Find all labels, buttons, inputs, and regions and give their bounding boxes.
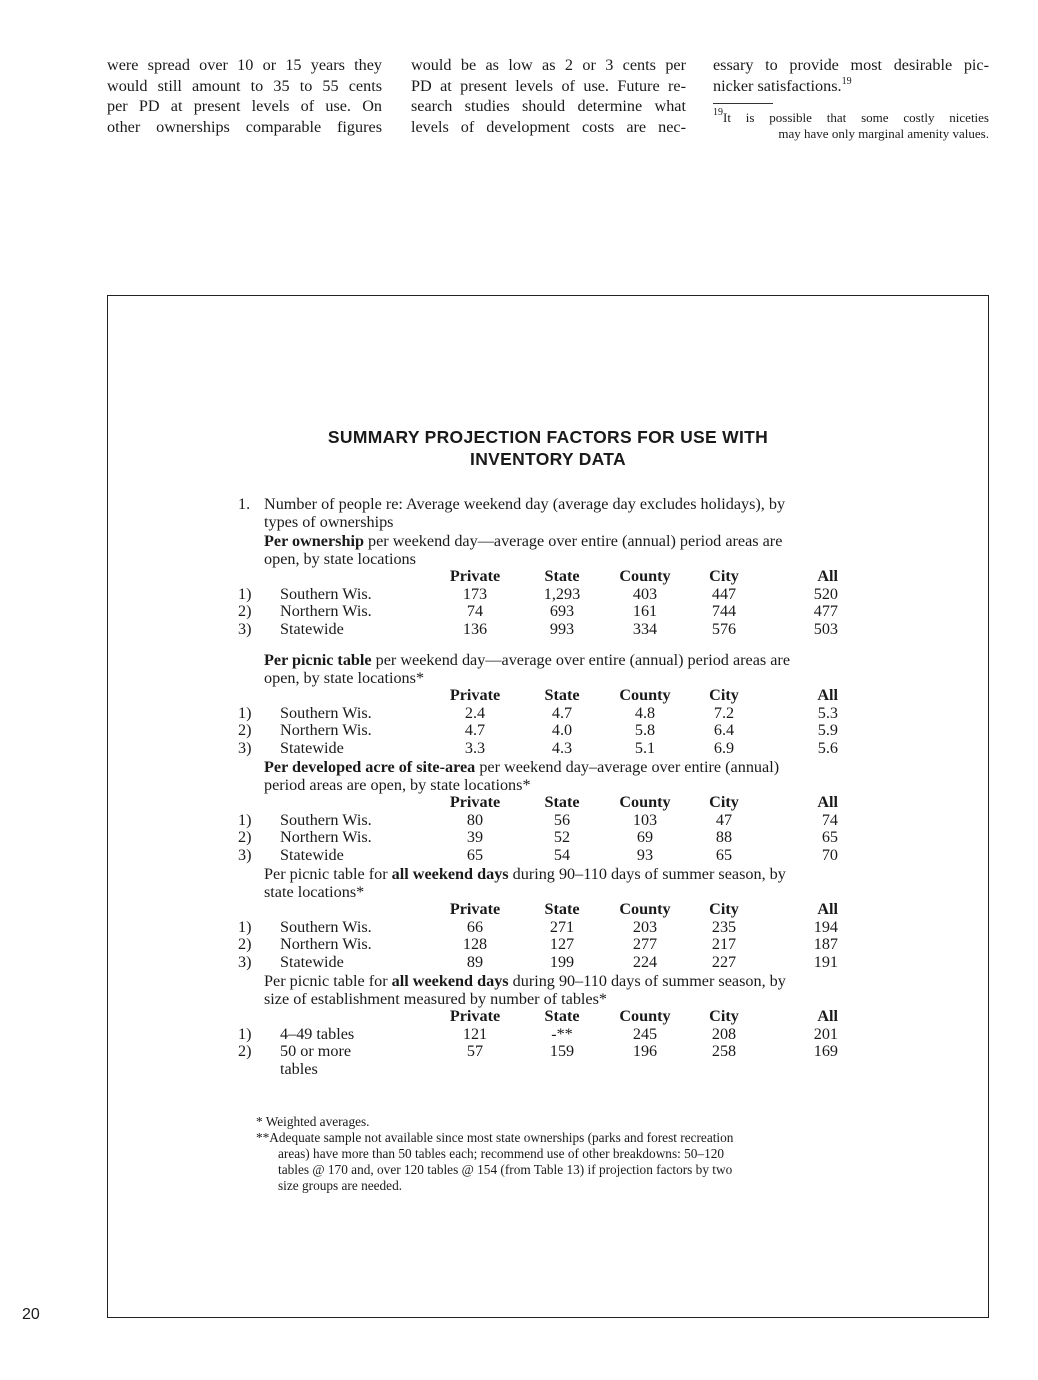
table-cell: 3.3 [464, 738, 486, 757]
text-line: essary to provide most desirable pic- [713, 56, 989, 74]
table-cell: 4.3 [551, 738, 573, 757]
row-label-text: 4–49 tables [280, 1024, 355, 1043]
row-label-text: Statewide [280, 845, 344, 864]
section-desc-rest: per weekend day—average over entire (annual) period areas are [363, 532, 783, 550]
table-row [238, 829, 848, 847]
table-cell: 173 [462, 584, 488, 603]
row-number: 2) [238, 602, 252, 620]
table-cell: 65 [715, 845, 733, 864]
section-desc-bold: Per ownership [264, 532, 364, 550]
column-header: County [619, 686, 671, 704]
table-cell: 196 [632, 1042, 658, 1060]
table-header-row [238, 687, 848, 705]
table-row [238, 740, 848, 758]
table-cell: 4.0 [551, 721, 573, 739]
header-spacer [238, 687, 280, 705]
column-header: County [619, 900, 671, 918]
row-label-text: Northern Wis. [280, 828, 372, 846]
table-cell: 447 [711, 584, 737, 603]
section-description [238, 973, 838, 1008]
row-label [280, 919, 430, 937]
text-line: search studies should determine what [411, 97, 686, 115]
projection-section [238, 973, 838, 1078]
item-heading [238, 496, 838, 531]
section-desc-bold: Per picnic table [264, 651, 372, 669]
section-desc-line2: open, by state locations [264, 549, 416, 568]
projection-table [238, 568, 848, 638]
table-row [238, 936, 848, 954]
table-cell: 2.4 [464, 703, 486, 722]
row-number: 2) [238, 721, 252, 739]
note-sample-line: size groups are needed. [278, 1178, 403, 1193]
row-label-text: Southern Wis. [280, 703, 372, 722]
table-cell: 89 [466, 952, 484, 971]
table-cell: 127 [549, 935, 575, 953]
note-weighted: * Weighted averages. [256, 1114, 370, 1129]
row-label-text: Statewide [280, 738, 344, 757]
table-cell: 5.3 [817, 703, 838, 722]
section-description [238, 652, 838, 687]
table-cell: 136 [462, 619, 488, 638]
row-label [280, 603, 430, 621]
section-desc-rest: per weekend day–average over entire (annual) [475, 758, 780, 776]
row-label [280, 954, 430, 972]
footnote-marker: 19 [713, 107, 723, 118]
table-cell: 128 [462, 935, 488, 953]
section-desc-prefix: Per picnic table for [264, 972, 392, 990]
table-cell: 7.2 [713, 703, 735, 722]
text-line: other ownerships comparable figures [107, 117, 382, 136]
column-header: Private [449, 686, 501, 704]
box-title-line: INVENTORY DATA [470, 449, 626, 469]
section-desc-line2: state locations* [264, 882, 365, 901]
column-header: County [619, 1007, 671, 1025]
summary-box [107, 295, 989, 1318]
row-label-text: Northern Wis. [280, 602, 372, 620]
column-header: County [619, 567, 671, 585]
projection-table [238, 1008, 848, 1078]
projection-section [238, 533, 838, 638]
table-cell: 403 [632, 584, 658, 603]
row-label [280, 705, 430, 723]
column-header: Private [449, 793, 501, 811]
table-cell: 576 [711, 619, 737, 638]
row-number: 3) [238, 952, 252, 971]
footnote-divider [713, 103, 773, 104]
table-cell: 74 [466, 602, 484, 620]
column-header: Private [449, 900, 501, 918]
table-cell: 191 [813, 952, 838, 971]
table-cell: 74 [821, 810, 838, 829]
summary-content [238, 496, 838, 1078]
table-cell: 258 [711, 1042, 737, 1060]
table-cell: 334 [632, 619, 658, 638]
table-cell: 52 [553, 828, 571, 846]
row-label-text: Statewide [280, 619, 344, 638]
row-label-text: Southern Wis. [280, 584, 372, 603]
text-line: would be as low as 2 or 3 cents per [411, 56, 686, 74]
table-cell: 199 [549, 952, 575, 971]
table-cell: 159 [549, 1042, 575, 1060]
text-fragment: nicker satisfactions. [713, 76, 842, 95]
table-cell: 224 [632, 952, 658, 971]
table-cell: 39 [466, 828, 484, 846]
table-cell: 245 [632, 1024, 658, 1043]
table-cell: 70 [821, 845, 838, 864]
row-number: 2) [238, 1042, 252, 1060]
header-spacer [238, 794, 280, 812]
table-cell: 4.8 [634, 703, 656, 722]
row-label-text: Northern Wis. [280, 935, 372, 953]
table-cell: 5.1 [634, 738, 656, 757]
table-cell: 66 [466, 917, 484, 936]
table-header-row [238, 568, 848, 586]
header-spacer [238, 1008, 280, 1026]
table-cell: 503 [813, 619, 838, 638]
text-column-2 [411, 55, 686, 137]
projection-section [238, 759, 838, 864]
row-label-text: Statewide [280, 952, 344, 971]
column-header: City [709, 793, 739, 811]
column-header: Private [449, 567, 501, 585]
table-row [238, 847, 848, 865]
footnote-reference: 19 [841, 75, 852, 87]
table-row [238, 705, 848, 723]
projection-section [238, 866, 838, 971]
row-number: 1) [238, 584, 252, 603]
box-title-line: SUMMARY PROJECTION FACTORS FOR USE WITH [327, 427, 769, 447]
table-row [238, 919, 848, 937]
table-cell: 187 [813, 935, 838, 953]
row-label [280, 586, 430, 604]
text-line: PD at present levels of use. Future re- [411, 76, 686, 95]
column-header: State [544, 793, 580, 811]
table-header-row [238, 794, 848, 812]
header-spacer [280, 901, 430, 919]
table-cell: 54 [553, 845, 571, 864]
column-header: All [817, 567, 838, 585]
footnote [713, 107, 989, 141]
projection-section [238, 652, 838, 757]
table-row [238, 954, 848, 972]
text-column-3 [713, 55, 989, 96]
section-desc-bold: all weekend days [391, 972, 509, 990]
section-desc-line2: open, by state locations* [264, 668, 425, 687]
row-label [280, 621, 430, 639]
table-cell: 201 [813, 1024, 838, 1043]
table-cell: 6.9 [713, 738, 735, 757]
section-desc-rest: per weekend day—average over entire (annual) period areas are [371, 651, 791, 669]
note-sample-line: **Adequate sample not available since most state ownerships (parks and forest recreation [256, 1130, 734, 1145]
column-header: City [709, 567, 739, 585]
row-label [280, 722, 430, 740]
text-line: levels of development costs are nec- [411, 117, 686, 136]
box-notes [256, 1114, 826, 1194]
item-number: 1. [238, 495, 251, 513]
table-cell: 103 [632, 810, 658, 829]
table-cell: 121 [462, 1024, 488, 1043]
section-description [238, 866, 838, 901]
column-header: City [709, 1007, 739, 1025]
table-cell: 57 [466, 1042, 484, 1060]
row-label [280, 1043, 430, 1078]
table-cell: 277 [632, 935, 658, 953]
row-label [280, 936, 430, 954]
section-desc-bold: all weekend days [391, 865, 509, 883]
table-row [238, 1026, 848, 1044]
table-cell: 744 [711, 602, 737, 620]
table-cell: -** [551, 1024, 573, 1043]
section-desc-line2: period areas are open, by state locations* [264, 775, 531, 794]
header-spacer [238, 568, 280, 586]
header-spacer [238, 901, 280, 919]
table-cell: 5.9 [817, 721, 838, 739]
text-line [713, 76, 989, 97]
row-label-text: tables [280, 1059, 318, 1078]
text-line: would still amount to 35 to 55 cents [107, 76, 382, 95]
section-desc-line2: size of establishment measured by number of tables* [264, 989, 607, 1008]
table-cell: 4.7 [551, 703, 573, 722]
row-label [280, 1026, 430, 1044]
item-text-line: types of ownerships [264, 512, 394, 531]
text-line: per PD at present levels of use. On [107, 97, 382, 115]
row-number: 1) [238, 1024, 252, 1043]
row-number: 3) [238, 738, 252, 757]
section-desc-rest: during 90–110 days of summer season, by [508, 972, 786, 990]
table-cell: 169 [813, 1042, 838, 1060]
column-header: All [817, 900, 838, 918]
row-number: 3) [238, 845, 252, 864]
column-header: State [544, 900, 580, 918]
projection-table [238, 901, 848, 971]
row-number: 2) [238, 828, 252, 846]
column-header: All [817, 793, 838, 811]
column-header: State [544, 1007, 580, 1025]
table-cell: 5.8 [634, 721, 656, 739]
column-header: County [619, 793, 671, 811]
table-cell: 194 [813, 917, 838, 936]
table-row [238, 621, 848, 639]
column-header: State [544, 567, 580, 585]
projection-table [238, 794, 848, 864]
row-label-text: Southern Wis. [280, 810, 372, 829]
table-row [238, 1043, 848, 1078]
table-cell: 520 [813, 584, 838, 603]
row-label-text: Northern Wis. [280, 721, 372, 739]
table-cell: 65 [466, 845, 484, 864]
text-line: were spread over 10 or 15 years they [107, 56, 382, 74]
section-description [238, 759, 838, 794]
table-cell: 161 [632, 602, 658, 620]
column-header: All [817, 1007, 838, 1025]
row-number: 1) [238, 810, 252, 829]
table-cell: 93 [636, 845, 654, 864]
table-cell: 88 [715, 828, 733, 846]
column-header: All [817, 686, 838, 704]
table-header-row [238, 1008, 848, 1026]
table-cell: 65 [821, 828, 838, 846]
column-header: Private [449, 1007, 501, 1025]
text-column-1 [107, 55, 382, 137]
table-row [238, 722, 848, 740]
row-label-text: Southern Wis. [280, 917, 372, 936]
table-row [238, 586, 848, 604]
section-desc-prefix: Per picnic table for [264, 865, 392, 883]
column-header: State [544, 686, 580, 704]
table-cell: 217 [711, 935, 737, 953]
footnote-text: It is possible that some costly niceties [723, 110, 989, 125]
table-cell: 69 [636, 828, 654, 846]
table-cell: 693 [549, 602, 575, 620]
table-cell: 227 [711, 952, 737, 971]
header-spacer [280, 794, 430, 812]
table-header-row [238, 901, 848, 919]
table-row [238, 812, 848, 830]
item-text-line: Number of people re: Average weekend day (average day excludes holidays), by [264, 495, 786, 513]
section-desc-rest: during 90–110 days of summer season, by [508, 865, 786, 883]
row-label [280, 812, 430, 830]
table-cell: 47 [715, 810, 733, 829]
header-spacer [280, 1008, 430, 1026]
projection-table [238, 687, 848, 757]
table-cell: 235 [711, 917, 737, 936]
column-header: City [709, 686, 739, 704]
row-number: 1) [238, 917, 252, 936]
table-cell: 993 [549, 619, 575, 638]
row-label [280, 847, 430, 865]
note-sample-line: areas) have more than 50 tables each; recommend use of other breakdowns: 50–120 [278, 1146, 725, 1161]
table-cell: 6.4 [713, 721, 735, 739]
note-sample-line: tables @ 170 and, over 120 tables @ 154 (from Table 13) if projection factors by two [278, 1162, 733, 1177]
table-cell: 56 [553, 810, 571, 829]
table-cell: 208 [711, 1024, 737, 1043]
row-number: 2) [238, 935, 252, 953]
page-number: 20 [22, 1306, 40, 1323]
footnote-line [713, 107, 989, 126]
header-spacer [280, 687, 430, 705]
header-spacer [280, 568, 430, 586]
sections-container [238, 533, 838, 1078]
row-label [280, 740, 430, 758]
column-header: City [709, 900, 739, 918]
section-desc-bold: Per developed acre of site-area [264, 758, 476, 776]
table-row [238, 603, 848, 621]
table-cell: 1,293 [543, 584, 581, 603]
row-number: 1) [238, 703, 252, 722]
table-cell: 203 [632, 917, 658, 936]
table-cell: 5.6 [817, 738, 838, 757]
row-number: 3) [238, 619, 252, 638]
table-cell: 271 [549, 917, 575, 936]
footnote-line: may have only marginal amenity values. [778, 125, 989, 141]
box-title [108, 426, 988, 470]
table-cell: 80 [466, 810, 484, 829]
section-description [238, 533, 838, 568]
table-cell: 4.7 [464, 721, 486, 739]
row-label [280, 829, 430, 847]
table-cell: 477 [813, 602, 838, 620]
row-label-text: 50 or more [280, 1042, 352, 1060]
